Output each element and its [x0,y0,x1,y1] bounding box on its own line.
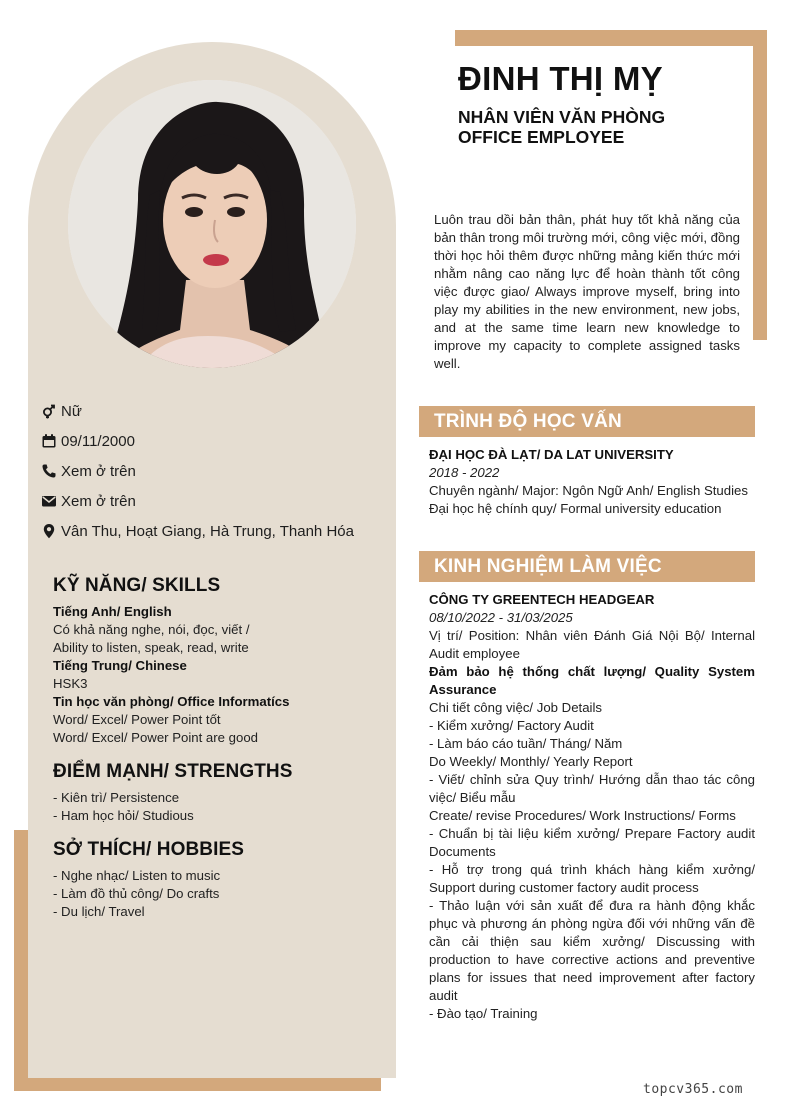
list-item: - Thảo luận với sản xuất để đưa ra hành động khắc phục và phương án phòng ngừa đối với những vấn đề cần cải thiện sau kiểm xưởng/ Discussing with production to have corrective actions and preventive plans for issues that need improvement after factory audit [429,898,755,1003]
list-item: - Hỗ trợ trong quá trình khách hàng kiểm xưởng/ Support during customer factory audit process [429,862,755,895]
list-item: - Đào tạo/ Training [429,1006,538,1021]
hobbies-list [53,867,383,921]
contact-address [40,521,354,541]
phone-icon [40,463,57,480]
education-major: Chuyên ngành/ Major: Ngôn Ngữ Anh/ English Studies [429,483,748,498]
contact-birthday-text: 09/11/2000 [61,432,135,450]
decor-bar-side [753,30,767,340]
footer-watermark: topcv365.com [643,1082,743,1097]
experience-section [429,591,755,1023]
contact-email-text: Xem ở trên [61,492,136,510]
list-item: - Chuẩn bị tài liệu kiểm xưởng/ Prepare Factory audit Documents [429,826,755,859]
contact-email [40,491,136,511]
list-item: - Làm báo cáo tuần/ Tháng/ Năm [429,736,623,751]
candidate-name: ĐINH THỊ MỴ [458,60,663,97]
list-item: - Kiểm xưởng/ Factory Audit [429,718,594,733]
skills-list [53,603,383,747]
job-title-en: OFFICE EMPLOYEE [458,127,625,147]
skill-desc: Word/ Excel/ Power Point tốt [53,712,221,727]
contact-gender [40,401,82,421]
contact-phone [40,461,136,481]
skill-desc: Word/ Excel/ Power Point are good [53,730,258,745]
experience-period: 08/10/2022 - 31/03/2025 [429,610,573,625]
list-item: - Du lịch/ Travel [53,904,145,919]
education-title: TRÌNH ĐỘ HỌC VẤN [419,406,755,437]
contact-gender-text: Nữ [61,402,82,420]
decor-bar-top [455,30,767,46]
education-section [429,446,755,518]
education-type: Đại học hệ chính quy/ Formal university education [429,501,722,516]
strengths-title: ĐIỂM MẠNH/ STRENGTHS [53,761,293,782]
skill-name: Tiếng Trung/ Chinese [53,658,187,673]
portrait-photo [68,80,356,368]
gender-icon [40,403,57,420]
list-item: - Viết/ chỉnh sửa Quy trình/ Hướng dẫn thao tác công việc/ Biểu mẫu [429,772,755,805]
job-title [458,107,665,147]
list-item: Do Weekly/ Monthly/ Yearly Report [429,754,633,769]
contact-phone-text: Xem ở trên [61,462,136,480]
contact-address-text: Vân Thu, Hoạt Giang, Hà Trung, Thanh Hóa [61,522,354,540]
list-item: - Ham học hỏi/ Studious [53,808,194,823]
contact-birthday [40,431,135,451]
skill-name: Tiếng Anh/ English [53,604,172,619]
calendar-icon [40,433,57,450]
experience-details-label: Chi tiết công việc/ Job Details [429,700,602,715]
skill-desc: HSK3 [53,676,88,691]
avatar [68,80,356,368]
company-name: CÔNG TY GREENTECH HEADGEAR [429,592,655,607]
skills-title: KỸ NĂNG/ SKILLS [53,575,221,596]
experience-position: Vị trí/ Position: Nhân viên Đánh Giá Nội Bộ/ Internal Audit employee [429,628,755,661]
list-item: - Kiên trì/ Persistence [53,790,180,805]
strengths-list [53,789,383,825]
list-item: Create/ revise Procedures/ Work Instructions/ Forms [429,808,736,823]
email-icon [40,493,57,510]
career-summary: Luôn trau dồi bản thân, phát huy tốt khả năng của bản thân trong môi trường mới, công việc mới, đồng thời học hỏi thêm được những mảng kiến thức mới nhằm nâng cao năng lực để hoàn thành tốt công việc được giao/ Always improve myself, bring into play my abilities in the new environment, new jobs, and at the same time learn new knowledge to improve my capacity to complete assigned tasks well. [434,212,740,371]
experience-title: KINH NGHIỆM LÀM VIỆC [419,551,755,582]
skill-name: Tin học văn phòng/ Office Informatícs [53,694,290,709]
job-title-vi: NHÂN VIÊN VĂN PHÒNG [458,107,666,127]
list-item: - Làm đồ thủ công/ Do crafts [53,886,220,901]
school-name: ĐẠI HỌC ĐÀ LẠT/ DA LAT UNIVERSITY [429,447,674,462]
skill-desc: Ability to listen, speak, read, write [53,640,249,655]
experience-focus: Đảm bảo hệ thống chất lượng/ Quality System Assurance [429,664,755,697]
list-item: - Nghe nhạc/ Listen to music [53,868,221,883]
skill-desc: Có khả năng nghe, nói, đọc, viết / [53,622,250,637]
location-icon [40,523,57,540]
hobbies-title: SỞ THÍCH/ HOBBIES [53,839,245,860]
education-period: 2018 - 2022 [429,465,500,480]
